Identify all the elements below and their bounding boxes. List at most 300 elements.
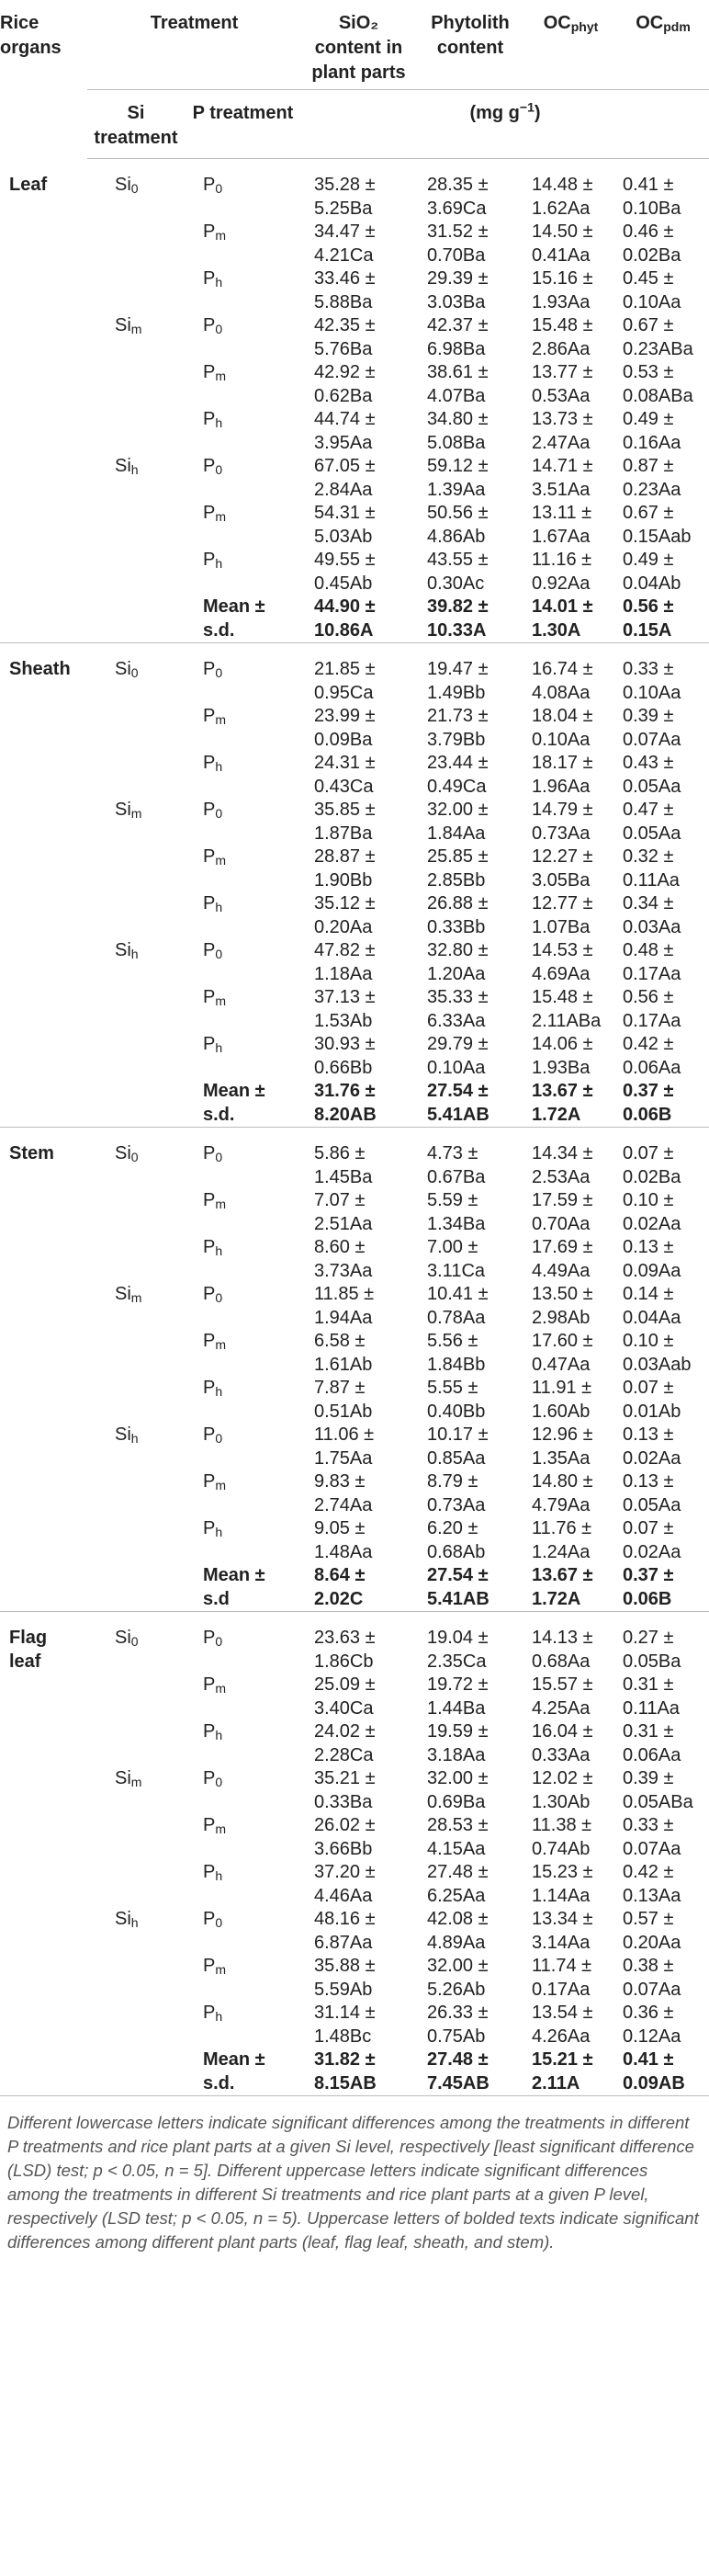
value-cell: 10.17 ± 0.85Aa [427, 1424, 489, 1469]
value-cell: 17.69 ± 4.49Aa [532, 1237, 593, 1281]
value-cell: 13.50 ± 2.98Ab [532, 1284, 593, 1328]
value-cell: 0.39 ± 0.07Aa [623, 706, 681, 750]
table-body [0, 159, 709, 2096]
value-cell: 0.67 ± 0.23ABa [623, 315, 693, 359]
value-cell: 0.33 ± 0.10Aa [623, 659, 681, 703]
table-row [0, 643, 709, 706]
p-level: $P_h$ [203, 893, 223, 914]
table-row [0, 1330, 709, 1377]
p-level: $P_h$ [203, 268, 223, 289]
si-level [87, 845, 185, 892]
table-header [0, 4, 709, 159]
value-cell: 13.34 ± 3.14Aa [532, 1909, 593, 1953]
empty-cell [87, 1080, 185, 1128]
value-cell: 11.74 ± 0.17Aa [532, 1956, 592, 2000]
mean-value-cell: 27.48 ± 7.45AB [416, 2048, 524, 2096]
mean-value-cell: 15.21 ± 2.11A [524, 2048, 617, 2096]
si-level [87, 361, 185, 408]
value-cell: 49.55 ± 0.45Ab [314, 550, 376, 594]
header-oc-phyt: $OC_{phyt}$ [524, 4, 617, 90]
value-cell: 10.41 ± 0.78Aa [427, 1284, 489, 1328]
value-cell: 0.07 ± 0.02Ba [623, 1143, 681, 1187]
si-level [87, 752, 185, 799]
mean-row [0, 596, 709, 643]
si-level [87, 502, 185, 549]
value-cell: 0.67 ± 0.15Aab [623, 503, 692, 547]
organ-label [0, 1330, 87, 1377]
p-level: $P_m$ [203, 362, 227, 383]
table-row [0, 159, 709, 221]
si-level: $Si_0$ [115, 175, 139, 196]
table-row [0, 267, 709, 314]
p-level: $P_0$ [203, 175, 223, 196]
value-cell: 28.35 ± 3.69Ca [427, 175, 489, 219]
p-level: $P_0$ [203, 1424, 223, 1446]
value-cell: 14.53 ± 4.69Aa [532, 940, 593, 984]
organ-label [0, 221, 87, 267]
value-cell: 67.05 ± 2.84Aa [314, 456, 376, 500]
si-level: $Si_h$ [115, 940, 139, 961]
table-row [0, 1236, 709, 1283]
organ-label [0, 752, 87, 799]
value-cell: 43.55 ± 0.30Ac [427, 550, 489, 594]
p-level: $P_h$ [203, 1721, 223, 1742]
si-level [87, 1861, 185, 1908]
value-cell: 0.33 ± 0.07Aa [623, 1815, 681, 1859]
p-level: $P_m$ [203, 987, 227, 1008]
value-cell: 0.53 ± 0.08ABa [623, 362, 693, 406]
value-cell: 0.49 ± 0.04Ab [623, 550, 681, 594]
si-level [87, 1189, 185, 1236]
empty-cell [87, 2048, 185, 2096]
p-level: $P_h$ [203, 1378, 223, 1399]
value-cell: 6.58 ± 1.61Ab [314, 1331, 373, 1375]
value-cell: 25.09 ± 3.40Ca [314, 1674, 376, 1719]
header-phytolith-content: Phytolith content [416, 4, 524, 90]
value-cell: 9.83 ± 2.74Aa [314, 1471, 373, 1515]
value-cell: 0.42 ± 0.13Aa [623, 1862, 681, 1906]
value-cell: 7.87 ± 0.51Ab [314, 1378, 373, 1422]
mean-label: Mean ± s.d. [185, 2048, 301, 2096]
value-cell: 12.77 ± 1.07Ba [532, 893, 593, 937]
organ-label [0, 502, 87, 549]
organ-label [0, 799, 87, 845]
si-level [87, 221, 185, 267]
table-row [0, 1814, 709, 1861]
value-cell: 28.87 ± 1.90Bb [314, 846, 376, 891]
value-cell: 32.00 ± 0.69Ba [427, 1768, 489, 1812]
value-cell: 0.34 ± 0.03Aa [623, 893, 681, 937]
organ-label [0, 1377, 87, 1424]
value-cell: 26.33 ± 0.75Ab [427, 2003, 489, 2047]
value-cell: 21.85 ± 0.95Ca [314, 659, 376, 703]
value-cell: 0.36 ± 0.12Aa [623, 2003, 681, 2047]
si-level [87, 1814, 185, 1861]
value-cell: 32.00 ± 5.26Ab [427, 1956, 489, 2000]
value-cell: 35.85 ± 1.87Ba [314, 800, 376, 844]
si-level [87, 1236, 185, 1283]
p-level: $P_0$ [203, 1143, 223, 1164]
value-cell: 13.73 ± 2.47Aa [532, 409, 593, 453]
value-cell: 0.46 ± 0.02Ba [623, 221, 681, 266]
mean-value-cell: 31.76 ± 8.20AB [301, 1080, 416, 1128]
table-row [0, 408, 709, 455]
p-level: $P_m$ [203, 1956, 227, 1977]
value-cell: 13.54 ± 4.26Aa [532, 2003, 593, 2047]
value-cell: 33.46 ± 5.88Ba [314, 268, 376, 312]
organ-label [0, 314, 87, 361]
value-cell: 11.91 ± 1.60Ab [532, 1378, 592, 1422]
value-cell: 11.76 ± 1.24Aa [532, 1518, 592, 1562]
header-sio2-content: SiO₂ content in plant parts [301, 4, 416, 90]
value-cell: 4.73 ± 0.67Ba [427, 1143, 486, 1187]
si-level: $Si_0$ [115, 1628, 139, 1649]
organ-label [0, 1908, 87, 1955]
value-cell: 5.55 ± 0.40Bb [427, 1378, 486, 1422]
value-cell: 37.13 ± 1.53Ab [314, 987, 376, 1031]
organ-label [0, 1189, 87, 1236]
p-level: $P_m$ [203, 1471, 227, 1492]
si-level [87, 1033, 185, 1080]
value-cell: 0.31 ± 0.11Aa [623, 1674, 680, 1719]
si-level [87, 1955, 185, 2002]
si-level [87, 1330, 185, 1377]
value-cell: 23.99 ± 0.09Ba [314, 706, 376, 750]
empty-cell [0, 1080, 87, 1128]
si-level: $Si_h$ [115, 456, 139, 477]
si-level: $Si_m$ [115, 800, 142, 821]
value-cell: 19.59 ± 3.18Aa [427, 1721, 489, 1765]
value-cell: 42.37 ± 6.98Ba [427, 315, 489, 359]
organ-label [0, 1424, 87, 1470]
p-level: $P_m$ [203, 503, 227, 524]
si-level [87, 549, 185, 596]
organ-label [0, 1612, 87, 1674]
value-cell: 0.87 ± 0.23Aa [623, 456, 681, 500]
table-row [0, 1908, 709, 1955]
value-cell: 0.57 ± 0.20Aa [623, 1909, 681, 1953]
organ-name: Flag leaf [9, 1628, 48, 1672]
value-cell: 28.53 ± 4.15Aa [427, 1815, 489, 1859]
value-cell: 48.16 ± 6.87Aa [314, 1909, 376, 1953]
value-cell: 0.38 ± 0.07Aa [623, 1956, 681, 2000]
value-cell: 5.59 ± 1.34Ba [427, 1190, 486, 1234]
header-oc-pdm: $OC_{pdm}$ [617, 4, 709, 90]
value-cell: 0.42 ± 0.06Aa [623, 1034, 681, 1078]
p-level: $P_h$ [203, 550, 223, 571]
value-cell: 32.00 ± 1.84Aa [427, 800, 489, 844]
organ-label [0, 1720, 87, 1767]
p-level: $P_0$ [203, 456, 223, 477]
value-cell: 27.48 ± 6.25Aa [427, 1862, 489, 1906]
organ-label [0, 455, 87, 502]
mean-value-cell: 44.90 ± 10.86A [301, 596, 416, 643]
si-level [87, 1720, 185, 1767]
value-cell: 0.13 ± 0.05Aa [623, 1471, 681, 1515]
p-level: $P_m$ [203, 706, 227, 727]
table-row [0, 314, 709, 361]
organ-label [0, 1767, 87, 1814]
value-cell: 0.49 ± 0.16Aa [623, 409, 681, 453]
table-row [0, 986, 709, 1033]
p-level: $P_0$ [203, 940, 223, 961]
value-cell: 54.31 ± 5.03Ab [314, 503, 376, 547]
organ-label [0, 1517, 87, 1564]
table-row [0, 1128, 709, 1190]
mean-value-cell: 14.01 ± 1.30A [524, 596, 617, 643]
value-cell: 25.85 ± 2.85Bb [427, 846, 489, 891]
value-cell: 11.06 ± 1.75Aa [314, 1424, 375, 1469]
mean-value-cell: 39.82 ± 10.33A [416, 596, 524, 643]
table-row [0, 361, 709, 408]
value-cell: 42.35 ± 5.76Ba [314, 315, 376, 359]
value-cell: 0.10 ± 0.02Aa [623, 1190, 681, 1234]
value-cell: 8.79 ± 0.73Aa [427, 1471, 486, 1515]
mean-row [0, 1564, 709, 1612]
si-level: $Si_0$ [115, 659, 139, 680]
value-cell: 19.47 ± 1.49Bb [427, 659, 489, 703]
value-cell: 44.74 ± 3.95Aa [314, 409, 376, 453]
si-level [87, 1517, 185, 1564]
value-cell: 26.88 ± 0.33Bb [427, 893, 489, 937]
mean-label: Mean ± s.d. [185, 596, 301, 643]
value-cell: 17.60 ± 0.47Aa [532, 1331, 593, 1375]
p-level: $P_m$ [203, 221, 227, 243]
value-cell: 50.56 ± 4.86Ab [427, 503, 489, 547]
mean-value-cell: 0.37 ± 0.06B [617, 1564, 709, 1612]
value-cell: 12.27 ± 3.05Ba [532, 846, 593, 891]
table-row [0, 1767, 709, 1814]
table-row [0, 502, 709, 549]
value-cell: 18.04 ± 0.10Aa [532, 706, 593, 750]
header-si-treatment: Si treatment [87, 90, 185, 159]
value-cell: 14.71 ± 3.51Aa [532, 456, 593, 500]
organ-label: Sheath [9, 659, 71, 679]
value-cell: 0.32 ± 0.11Aa [623, 846, 680, 891]
table-row [0, 1720, 709, 1767]
organ-label [0, 267, 87, 314]
table-row [0, 892, 709, 939]
empty-cell [0, 2048, 87, 2096]
si-level [87, 2002, 185, 2048]
value-cell: 0.07 ± 0.02Aa [623, 1518, 681, 1562]
value-cell: 35.88 ± 5.59Ab [314, 1956, 376, 2000]
value-cell: 0.56 ± 0.17Aa [623, 987, 681, 1031]
value-cell: 14.80 ± 4.79Aa [532, 1471, 593, 1515]
value-cell: 34.80 ± 5.08Ba [427, 409, 489, 453]
si-level: $Si_m$ [115, 315, 142, 336]
mean-value-cell: 27.54 ± 5.41AB [416, 1080, 524, 1128]
mean-value-cell: 0.37 ± 0.06B [617, 1080, 709, 1128]
p-level: $P_h$ [203, 2003, 223, 2024]
p-level: $P_0$ [203, 1909, 223, 1930]
value-cell: 6.20 ± 0.68Ab [427, 1518, 486, 1562]
value-cell: 0.48 ± 0.17Aa [623, 940, 681, 984]
value-cell: 11.85 ± 1.94Aa [314, 1284, 375, 1328]
value-cell: 14.34 ± 2.53Aa [532, 1143, 593, 1187]
value-cell: 24.31 ± 0.43Ca [314, 753, 376, 797]
p-level: $P_m$ [203, 1331, 227, 1352]
value-cell: 38.61 ± 4.07Ba [427, 362, 489, 406]
mean-value-cell: 13.67 ± 1.72A [524, 1564, 617, 1612]
organ-label [0, 2002, 87, 2048]
table-row [0, 705, 709, 752]
value-cell: 0.43 ± 0.05Aa [623, 753, 681, 797]
value-cell: 18.17 ± 1.96Aa [532, 753, 593, 797]
value-cell: 12.96 ± 1.35Aa [532, 1424, 593, 1469]
value-cell: 15.23 ± 1.14Aa [532, 1862, 593, 1906]
organ-label [0, 1033, 87, 1080]
value-cell: 24.02 ± 2.28Ca [314, 1721, 376, 1765]
value-cell: 9.05 ± 1.48Aa [314, 1518, 373, 1562]
value-cell: 29.39 ± 3.03Ba [427, 268, 489, 312]
value-cell: 16.04 ± 0.33Aa [532, 1721, 593, 1765]
p-level: $P_0$ [203, 800, 223, 821]
mean-value-cell: 0.56 ± 0.15A [617, 596, 709, 643]
table-row [0, 752, 709, 799]
table-row [0, 221, 709, 267]
p-level: $P_m$ [203, 1815, 227, 1836]
value-cell: 19.72 ± 1.44Ba [427, 1674, 489, 1719]
empty-cell [87, 1564, 185, 1612]
empty-cell [87, 596, 185, 643]
value-cell: 0.14 ± 0.04Aa [623, 1284, 681, 1328]
table-row [0, 1424, 709, 1470]
value-cell: 59.12 ± 1.39Aa [427, 456, 489, 500]
p-level: $P_h$ [203, 1237, 223, 1258]
si-level [87, 705, 185, 752]
table-row [0, 455, 709, 502]
si-level: $Si_h$ [115, 1424, 139, 1446]
organ-label [0, 1674, 87, 1720]
value-cell: 37.20 ± 4.46Aa [314, 1862, 376, 1906]
value-cell: 19.04 ± 2.35Ca [427, 1628, 489, 1672]
mean-value-cell: 8.64 ± 2.02C [301, 1564, 416, 1612]
value-cell: 0.45 ± 0.10Aa [623, 268, 681, 312]
mean-value-cell: 27.54 ± 5.41AB [416, 1564, 524, 1612]
organ-label: Leaf [9, 174, 48, 195]
organ-label [0, 549, 87, 596]
organ-label [0, 705, 87, 752]
organ-label [0, 1814, 87, 1861]
organ-label [0, 1470, 87, 1517]
table-footnote: Different lowercase letters indicate significant differences among the treatments in different P treatments and rice plant parts at a given Si level, respectively [least significant difference (LSD) test; p < 0.05, n = 5]. Different uppercase letters indicate significant differences among the treatments in different Si treatments and rice plant parts at a given P level, respectively (LSD test; p < 0.05, n = 5). Uppercase letters of bolded texts indicate significant differences among different plant parts (leaf, flag leaf, sheath, and stem). [7, 2113, 699, 2252]
p-level: $P_m$ [203, 1190, 227, 1211]
si-level: $Si_m$ [115, 1768, 142, 1789]
table-row [0, 1612, 709, 1674]
empty-cell [0, 596, 87, 643]
value-cell: 12.02 ± 1.30Ab [532, 1768, 593, 1812]
value-cell: 13.77 ± 0.53Aa [532, 362, 593, 406]
p-level: $P_m$ [203, 846, 227, 868]
value-cell: 13.11 ± 1.67Aa [532, 503, 592, 547]
p-level: $P_h$ [203, 409, 223, 430]
value-cell: 35.28 ± 5.25Ba [314, 175, 376, 219]
si-level [87, 1470, 185, 1517]
p-level: $P_h$ [203, 1862, 223, 1883]
value-cell: 14.79 ± 0.73Aa [532, 800, 593, 844]
si-level [87, 267, 185, 314]
value-cell: 15.48 ± 2.11ABa [532, 987, 602, 1031]
mean-label: Mean ± s.d [185, 1564, 301, 1612]
organ-label [0, 1955, 87, 2002]
si-level [87, 1674, 185, 1720]
value-cell: 35.12 ± 0.20Aa [314, 893, 376, 937]
value-cell: 0.39 ± 0.05ABa [623, 1768, 693, 1812]
organ-label [0, 986, 87, 1033]
value-cell: 23.44 ± 0.49Ca [427, 753, 489, 797]
value-cell: 23.63 ± 1.86Cb [314, 1628, 376, 1672]
table-row [0, 939, 709, 986]
value-cell: 5.56 ± 1.84Bb [427, 1331, 486, 1375]
value-cell: 32.80 ± 1.20Aa [427, 940, 489, 984]
value-cell: 15.48 ± 2.86Aa [532, 315, 593, 359]
value-cell: 14.06 ± 1.93Ba [532, 1034, 593, 1078]
value-cell: 11.16 ± 0.92Aa [532, 550, 592, 594]
value-cell: 26.02 ± 3.66Bb [314, 1815, 376, 1859]
value-cell: 15.57 ± 4.25Aa [532, 1674, 593, 1719]
table-row [0, 1674, 709, 1720]
mean-value-cell: 0.41 ± 0.09AB [617, 2048, 709, 2096]
organ-label [0, 1861, 87, 1908]
table-row [0, 1189, 709, 1236]
value-cell: 17.59 ± 0.70Aa [532, 1190, 593, 1234]
table-row [0, 1517, 709, 1564]
value-cell: 30.93 ± 0.66Bb [314, 1034, 376, 1078]
p-level: $P_0$ [203, 315, 223, 336]
organ-label [0, 361, 87, 408]
value-cell: 35.33 ± 6.33Aa [427, 987, 489, 1031]
value-cell: 47.82 ± 1.18Aa [314, 940, 376, 984]
value-cell: 31.14 ± 1.48Bc [314, 2003, 376, 2047]
header-rice-organs: Rice organs [0, 13, 62, 58]
organ-label [0, 892, 87, 939]
si-level [87, 1377, 185, 1424]
value-cell: 14.13 ± 0.68Aa [532, 1628, 593, 1672]
si-level: $Si_m$ [115, 1284, 142, 1305]
table-row [0, 1861, 709, 1908]
value-cell: 8.60 ± 3.73Aa [314, 1237, 373, 1281]
value-cell: 11.38 ± 0.74Ab [532, 1815, 592, 1859]
mean-value-cell: 13.67 ± 1.72A [524, 1080, 617, 1128]
value-cell: 0.07 ± 0.01Ab [623, 1378, 681, 1422]
mean-label: Mean ± s.d. [185, 1080, 301, 1128]
si-level: $Si_h$ [115, 1909, 139, 1930]
value-cell: 15.16 ± 1.93Aa [532, 268, 593, 312]
p-level: $P_0$ [203, 1768, 223, 1789]
value-cell: 0.13 ± 0.09Aa [623, 1237, 681, 1281]
p-level: $P_m$ [203, 1674, 227, 1696]
value-cell: 14.50 ± 0.41Aa [532, 221, 593, 266]
value-cell: 5.86 ± 1.45Ba [314, 1143, 373, 1187]
results-table [0, 4, 709, 2096]
value-cell: 0.41 ± 0.10Ba [623, 175, 681, 219]
table-row [0, 2002, 709, 2048]
value-cell: 35.21 ± 0.33Ba [314, 1768, 376, 1812]
si-level [87, 892, 185, 939]
value-cell: 42.92 ± 0.62Ba [314, 362, 376, 406]
value-cell: 14.48 ± 1.62Aa [532, 175, 593, 219]
value-cell: 0.27 ± 0.05Ba [623, 1628, 681, 1672]
p-level: $P_h$ [203, 753, 223, 774]
value-cell: 0.31 ± 0.06Aa [623, 1721, 681, 1765]
p-level: $P_0$ [203, 1628, 223, 1649]
organ-label [0, 939, 87, 986]
si-level [87, 408, 185, 455]
table-row [0, 1470, 709, 1517]
value-cell: 21.73 ± 3.79Bb [427, 706, 489, 750]
si-level [87, 986, 185, 1033]
